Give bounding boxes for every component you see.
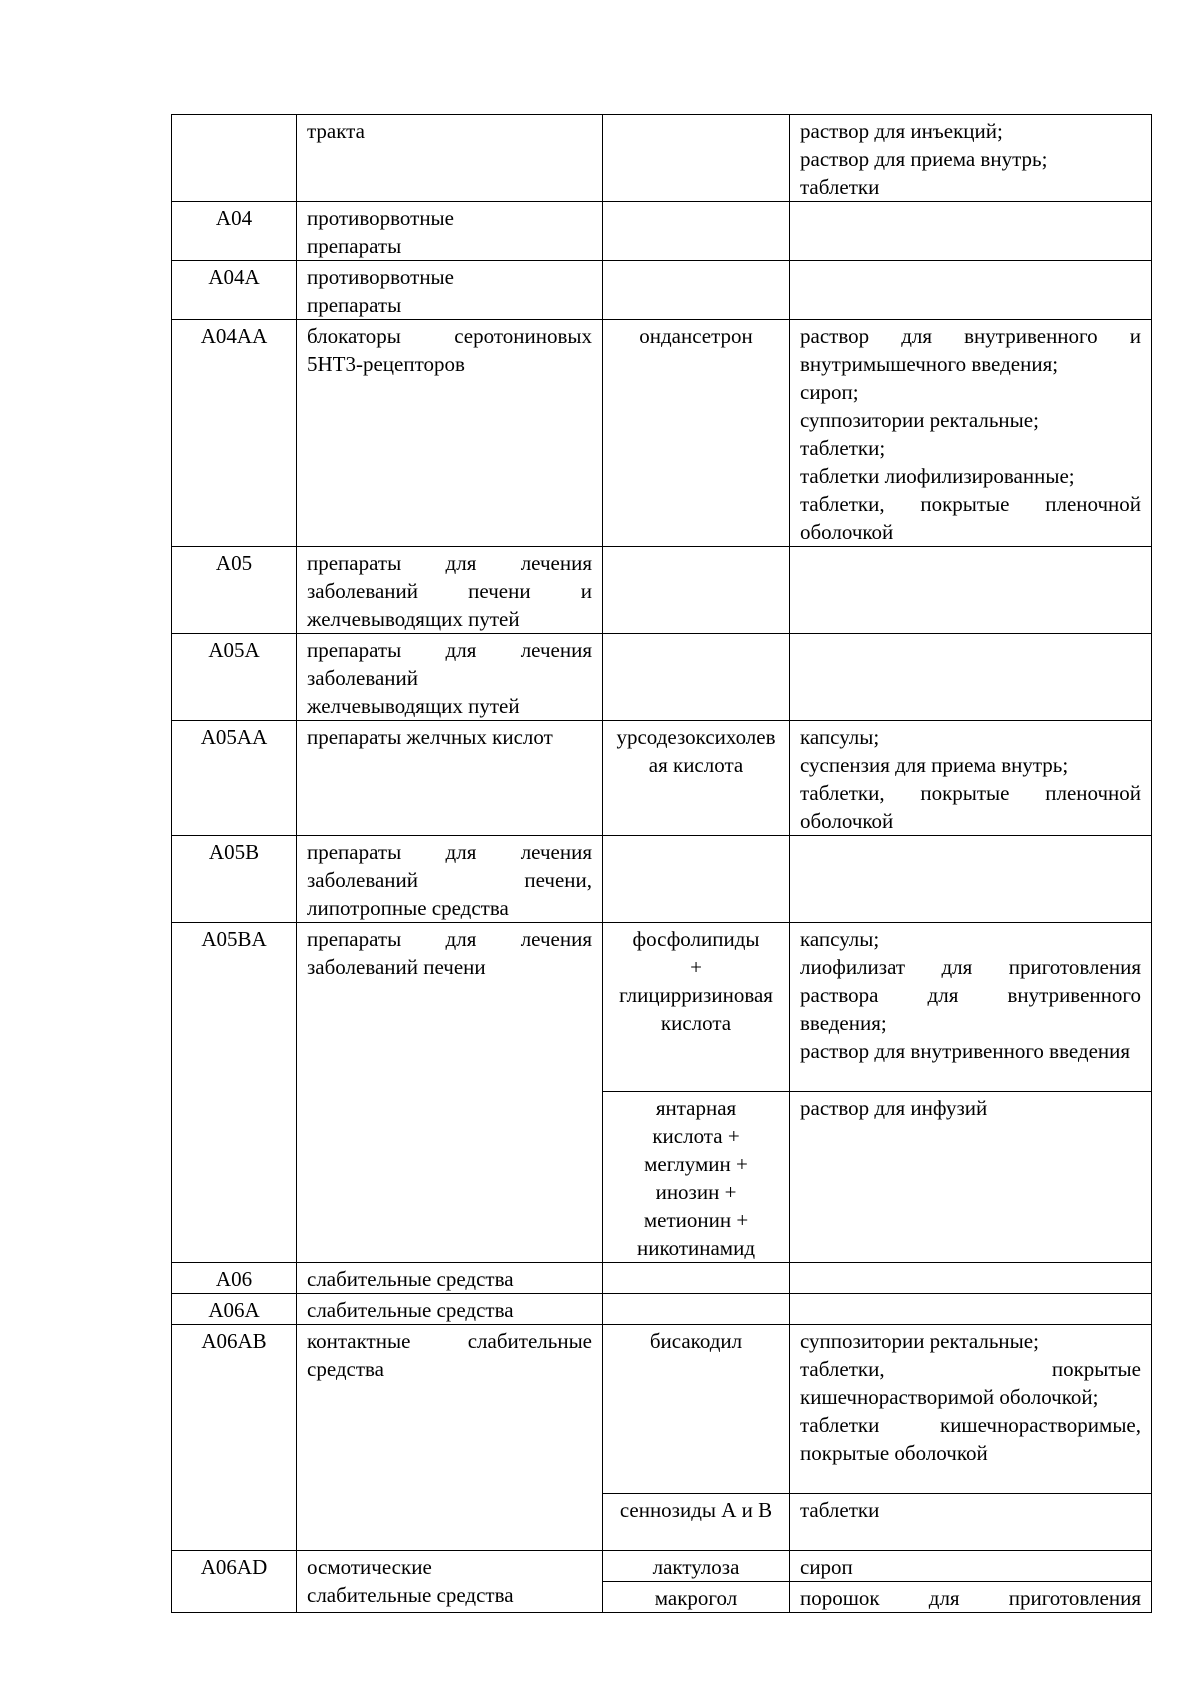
atc-code-cell: A05AA bbox=[172, 721, 297, 836]
drug-name-cell: ондансетрон bbox=[603, 320, 790, 547]
atc-group-cell: слабительные средства bbox=[297, 1263, 603, 1294]
drug-name-cell: макрогол bbox=[603, 1582, 790, 1613]
atc-group-cell: тракта bbox=[297, 115, 603, 202]
table-row bbox=[172, 721, 1152, 836]
atc-group-cell: блокаторы серотониновых 5HT3-рецепторов bbox=[297, 320, 603, 547]
atc-group-cell: слабительные средства bbox=[297, 1294, 603, 1325]
table-row bbox=[172, 547, 1152, 634]
dosage-form-cell bbox=[790, 1294, 1152, 1325]
drug-name-cell: фосфолипиды + глицирризиновая кислота bbox=[603, 923, 790, 1092]
drug-name-cell bbox=[603, 261, 790, 320]
drug-name-cell bbox=[603, 1263, 790, 1294]
dosage-form-cell: капсулы; лиофилизат для приготовления раствора для внутривенного введения; раствор для внутривенного введения bbox=[790, 923, 1152, 1092]
atc-code-cell: A04AA bbox=[172, 320, 297, 547]
drug-name-cell bbox=[603, 115, 790, 202]
atc-group-cell: контактные слабительные средства bbox=[297, 1325, 603, 1551]
drug-name-cell: лактулоза bbox=[603, 1551, 790, 1582]
atc-code-cell: A06 bbox=[172, 1263, 297, 1294]
dosage-form-cell: таблетки bbox=[790, 1494, 1152, 1551]
atc-group-cell: противорвотные препараты bbox=[297, 261, 603, 320]
atc-group-cell: препараты желчных кислот bbox=[297, 721, 603, 836]
table-row bbox=[172, 115, 1152, 202]
drug-name-cell: янтарная кислота + меглумин + инозин + метионин + никотинамид bbox=[603, 1092, 790, 1263]
table-row bbox=[172, 923, 1152, 1092]
table-row bbox=[172, 634, 1152, 721]
table-row bbox=[172, 261, 1152, 320]
atc-code-cell bbox=[172, 115, 297, 202]
drug-name-cell bbox=[603, 547, 790, 634]
atc-group-cell: препараты для лечения заболеваний желчевыводящих путей bbox=[297, 634, 603, 721]
dosage-form-cell: сироп bbox=[790, 1551, 1152, 1582]
atc-code-cell: A04A bbox=[172, 261, 297, 320]
table-body bbox=[172, 115, 1152, 1613]
table-row bbox=[172, 320, 1152, 547]
dosage-form-cell: капсулы; суспензия для приема внутрь; таблетки, покрытые пленочной оболочкой bbox=[790, 721, 1152, 836]
drug-name-cell bbox=[603, 836, 790, 923]
atc-group-cell: осмотические слабительные средства bbox=[297, 1551, 603, 1613]
drug-classification-table bbox=[171, 114, 1152, 1613]
dosage-form-cell bbox=[790, 202, 1152, 261]
drug-name-cell: бисакодил bbox=[603, 1325, 790, 1494]
dosage-form-cell: суппозитории ректальные; таблетки, покрытые кишечнорастворимой оболочкой; таблетки кишечнорастворимые, покрытые оболочкой bbox=[790, 1325, 1152, 1494]
drug-name-cell bbox=[603, 634, 790, 721]
table-row bbox=[172, 1263, 1152, 1294]
atc-code-cell: A05A bbox=[172, 634, 297, 721]
dosage-form-cell bbox=[790, 261, 1152, 320]
table-row bbox=[172, 1294, 1152, 1325]
dosage-form-cell: раствор для инъекций; раствор для приема внутрь; таблетки bbox=[790, 115, 1152, 202]
dosage-form-cell: раствор для внутривенного и внутримышечного введения; сироп; суппозитории ректальные; таблетки; таблетки лиофилизированные; таблетки, покрытые пленочной оболочкой bbox=[790, 320, 1152, 547]
dosage-form-cell bbox=[790, 836, 1152, 923]
drug-name-cell: урсодезоксихолевая кислота bbox=[603, 721, 790, 836]
atc-code-cell: A06AB bbox=[172, 1325, 297, 1551]
atc-code-cell: A05B bbox=[172, 836, 297, 923]
dosage-form-cell bbox=[790, 547, 1152, 634]
atc-code-cell: A04 bbox=[172, 202, 297, 261]
atc-group-cell: препараты для лечения заболеваний печени bbox=[297, 923, 603, 1263]
dosage-form-cell bbox=[790, 1263, 1152, 1294]
table-row bbox=[172, 202, 1152, 261]
dosage-form-cell: раствор для инфузий bbox=[790, 1092, 1152, 1263]
drug-name-cell bbox=[603, 1294, 790, 1325]
atc-code-cell: A05BA bbox=[172, 923, 297, 1263]
table-row bbox=[172, 1325, 1152, 1494]
atc-code-cell: A05 bbox=[172, 547, 297, 634]
atc-group-cell: противорвотные препараты bbox=[297, 202, 603, 261]
drug-name-cell bbox=[603, 202, 790, 261]
atc-group-cell: препараты для лечения заболеваний печени, липотропные средства bbox=[297, 836, 603, 923]
drug-name-cell: сеннозиды А и В bbox=[603, 1494, 790, 1551]
atc-code-cell: A06A bbox=[172, 1294, 297, 1325]
table-row bbox=[172, 836, 1152, 923]
atc-code-cell: A06AD bbox=[172, 1551, 297, 1613]
dosage-form-cell: порошок для приготовления bbox=[790, 1582, 1152, 1613]
dosage-form-cell bbox=[790, 634, 1152, 721]
atc-group-cell: препараты для лечения заболеваний печени и желчевыводящих путей bbox=[297, 547, 603, 634]
table-row bbox=[172, 1551, 1152, 1582]
